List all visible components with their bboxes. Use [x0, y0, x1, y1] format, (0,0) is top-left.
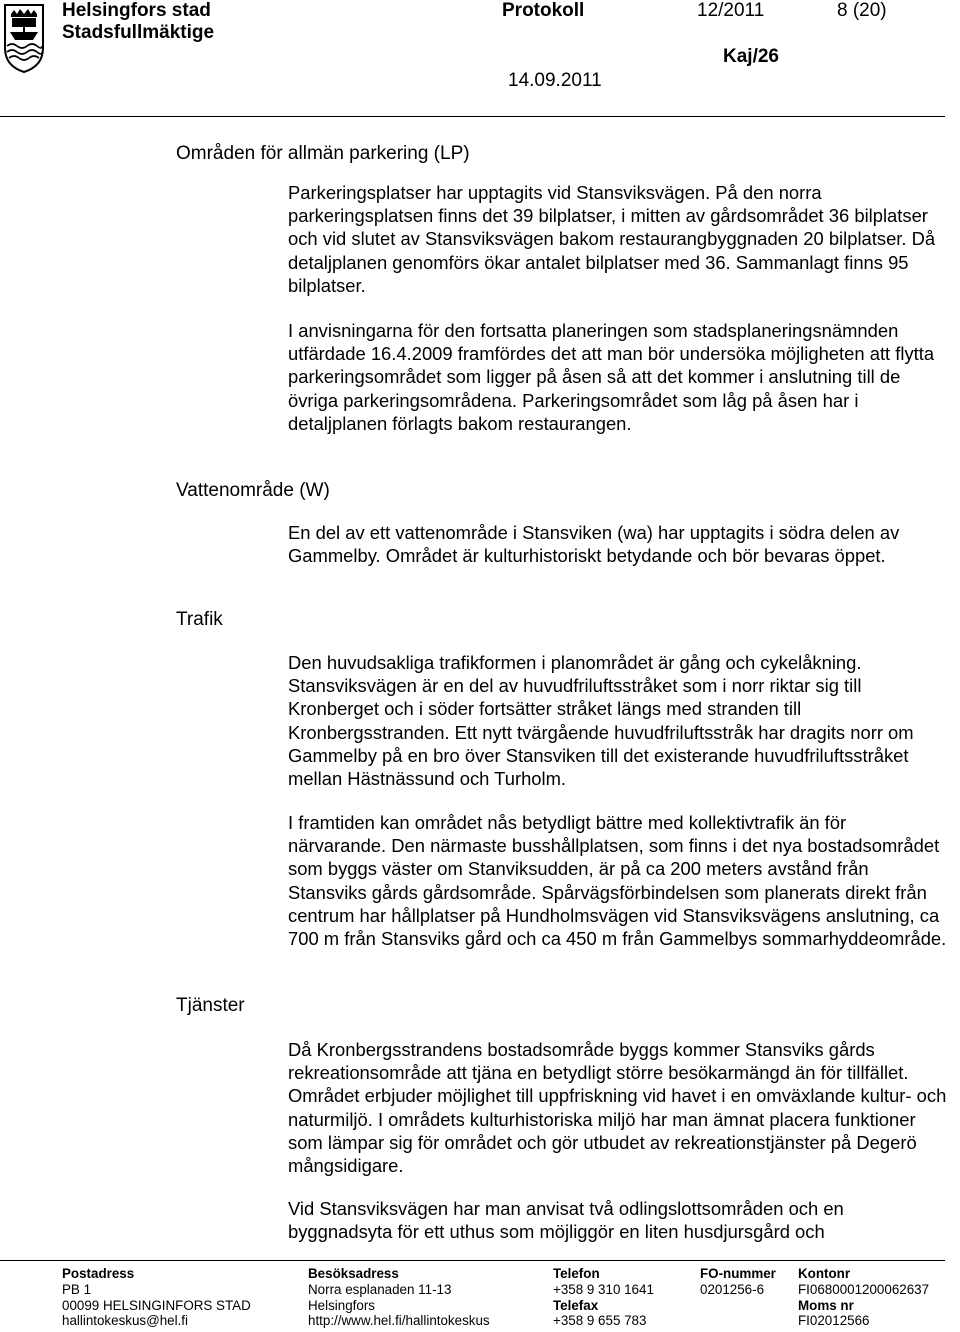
footer-business-id-value: 0201256-6: [700, 1281, 765, 1297]
footer-postal-line: PB 1: [62, 1281, 92, 1297]
section-heading-traffic: Trafik: [176, 609, 223, 630]
footer-visiting-line: Helsingfors: [308, 1297, 375, 1313]
section-heading-services: Tjänster: [176, 995, 245, 1016]
footer-account-label: Kontonr: [798, 1266, 851, 1281]
footer-business-id-label: FO-nummer: [700, 1266, 776, 1281]
footer-visiting-line: Norra esplanaden 11-13: [308, 1281, 452, 1297]
footer-email-link[interactable]: hallintokeskus@hel.fi: [62, 1313, 188, 1329]
footer-postal-address: [62, 1266, 251, 1329]
footer-visiting-label: Besöksadress: [308, 1266, 399, 1281]
footer-divider: [0, 1260, 945, 1261]
footer-account-value: FI0680001200062637: [798, 1281, 930, 1297]
footer-fax-value: +358 9 655 783: [553, 1313, 647, 1329]
footer-phone: [553, 1266, 654, 1329]
footer-fax-label: Telefax: [553, 1297, 599, 1313]
footer-visiting-address: [308, 1266, 490, 1329]
footer-vat-label: Moms nr: [798, 1297, 854, 1313]
header-page-number: 8 (20): [837, 0, 887, 21]
paragraph-services-2: Vid Stansviksvägen har man anvisat två odlingslottsområden och en byggnadsyta för ett uthus som möjliggör en liten husdjursgård och: [288, 1198, 844, 1243]
paragraph-services-1: Då Kronbergsstrandens bostadsområde byggs kommer Stansviks gårds rekreationsområde att tjäna en betydligt större besökarmängd än för tillfället. Området erbjuder möjlighet till uppfriskning vid havet i en omväxlande kultur- och naturmiljö. I områdets kulturhistoriska miljö har man ämnat placera funktioner som lämpar sig för området och gör utbudet av rekreationstjänster på Degerö mångsidigare.: [288, 1039, 947, 1177]
paragraph-parking-2: I anvisningarna för den fortsatta planeringen som stadsplaneringsnämnden utfärdade 16.4.2009 framfördes det att man bör undersöka möjligheten att flytta parkeringsområdet som ligger på åsen så att det kommer i anslutning till de övriga parkeringsområdena. Parkeringsområdet som låg på åsen har i detaljplanen förlagts bakom restaurangen.: [288, 320, 935, 434]
section-heading-water: Vattenområde (W): [176, 480, 330, 501]
footer-postal-label: Postadress: [62, 1266, 135, 1281]
paragraph-traffic-1: Den huvudsakliga trafikformen i planområdet är gång och cykelåkning. Stansviksvägen är en del av huvudfriluftsstråket som i norr riktar sig till Kronberget och i söder fortsätter stråket längs med stranden till Kronbergsstranden. Ett nytt tvärgående huvudfriluftsstråk har dragits norr om Gammelby på en bro över Stansviken till det existerande huvudfriluftsstråket mellan Hästnässund och Turholm.: [288, 652, 914, 790]
footer-phone-label: Telefon: [553, 1266, 600, 1281]
city-coat-of-arms-logo: [2, 2, 46, 74]
footer-vat-value: FI02012566: [798, 1313, 870, 1329]
footer-website-link[interactable]: http://www.hel.fi/hallintokeskus: [308, 1313, 490, 1329]
footer-account: [798, 1266, 929, 1329]
header-item-number: Kaj/26: [723, 46, 779, 67]
paragraph-water-1: En del av ett vattenområde i Stansviken (wa) har upptagits i södra delen av Gammelby. Området är kulturhistoriskt betydande och bör bevaras öppet.: [288, 522, 900, 567]
header-org-name: Helsingfors stad: [62, 0, 211, 21]
header-protocol-number: 12/2011: [697, 0, 765, 21]
footer-postal-line: 00099 HELSINGINFORS STAD: [62, 1297, 251, 1313]
section-heading-parking: Områden för allmän parkering (LP): [176, 143, 470, 164]
header-date: 14.09.2011: [508, 70, 602, 91]
footer-business-id: [700, 1266, 776, 1298]
paragraph-parking-1: Parkeringsplatser har upptagits vid Stansviksvägen. På den norra parkeringsplatsen finns det 39 bilplatser, i mitten av gårdsområdet 36 bilplatser och vid slutet av Stansviksvägen bakom restaurangbyggnaden 20 bilplatser. Då detaljplanen genomförs ökar antalet bilplatser med 36. Sammanlagt finns 95 bilplatser.: [288, 182, 936, 296]
footer-phone-value: +358 9 310 1641: [553, 1281, 654, 1297]
header-doc-type: Protokoll: [502, 0, 585, 21]
paragraph-traffic-2: I framtiden kan området nås betydligt bättre med kollektivtrafik än för närvarande. Den närmaste busshållplatsen, som finns i det nya bostadsområdet som byggs väster om Stanviksudden, är på ca 200 meters avstånd från Stansviks gårds gårdsområde. Spårvägsförbindelsen som planerats direkt från centrum har hållplatser på Hundholmsvägen vid Stansviksvägens anslutning, ca 700 m från Stansviks gård och ca 450 m från Gammelbys sommarhyddeområde.: [288, 812, 947, 950]
header-body-name: Stadsfullmäktige: [62, 22, 215, 43]
header-divider: [0, 116, 945, 117]
